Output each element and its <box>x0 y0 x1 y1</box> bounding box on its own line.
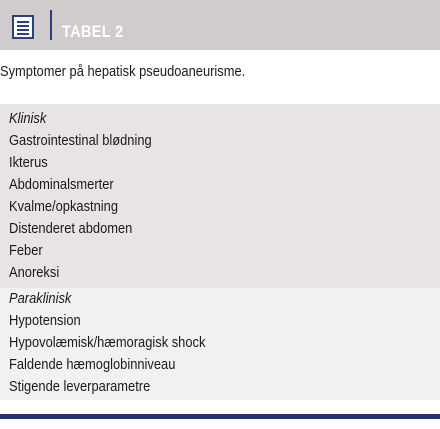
list-item: Gastrointestinal blødning <box>9 132 152 149</box>
section-heading: Klinisk <box>9 110 47 127</box>
list-item: Ikterus <box>9 154 48 171</box>
list-item: Stigende leverparametre <box>9 378 151 395</box>
list-item: Distenderet abdomen <box>9 220 133 237</box>
list-item: Faldende hæmoglobinniveau <box>9 356 176 373</box>
section-heading: Paraklinisk <box>9 290 72 307</box>
list-item: Anoreksi <box>9 264 60 281</box>
section-clinical <box>0 104 440 288</box>
table-caption: Symptomer på hepatisk pseudoaneurisme. <box>0 63 246 80</box>
table-header <box>0 0 440 50</box>
document-icon <box>12 15 34 39</box>
list-item: Kvalme/opkastning <box>9 198 119 215</box>
list-item: Hypotension <box>9 312 81 329</box>
bottom-rule <box>0 414 440 419</box>
header-divider <box>50 10 52 40</box>
table-label: TABEL 2 <box>62 22 124 41</box>
list-item: Hypovolæmisk/hæmoragisk shock <box>9 334 206 351</box>
list-item: Abdominalsmerter <box>9 176 114 193</box>
section-paraclinical <box>0 288 440 400</box>
list-item: Feber <box>9 242 43 259</box>
